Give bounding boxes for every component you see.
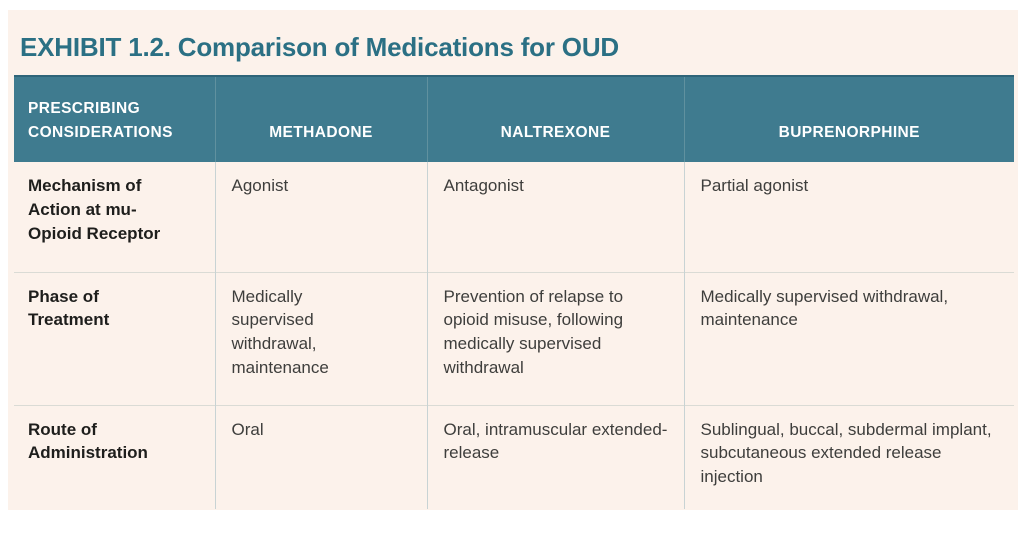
table-cell-mechanism-methadone: Agonist	[215, 162, 427, 272]
exhibit-title: EXHIBIT 1.2. Comparison of Medications for OUD	[20, 32, 619, 62]
row-header-route-of-administration: Route of Administration	[14, 405, 215, 509]
row-header-mechanism-of-action: Mechanism of Action at mu-Opioid Receptor	[14, 162, 215, 272]
table-row-mechanism-of-action	[14, 162, 1014, 272]
table-cell-route-naltrexone: Oral, intramuscular extended-release	[427, 405, 684, 509]
table-cell-mechanism-buprenorphine: Partial agonist	[684, 162, 1014, 272]
table-cell-phase-methadone: Medically supervised withdrawal, maintenance	[215, 272, 427, 405]
table-cell-mechanism-naltrexone: Antagonist	[427, 162, 684, 272]
row-header-phase-of-treatment: Phase of Treatment	[14, 272, 215, 405]
table-cell-route-methadone: Oral	[215, 405, 427, 509]
column-header-methadone: METHADONE	[215, 76, 427, 162]
table-cell-phase-naltrexone: Prevention of relapse to opioid misuse, following medically supervised withdrawal	[427, 272, 684, 405]
column-header-naltrexone: NALTREXONE	[427, 76, 684, 162]
table-row-phase-of-treatment	[14, 272, 1014, 405]
medication-comparison-table	[14, 75, 1014, 509]
column-header-prescribing-considerations: PRESCRIBING CONSIDERATIONS	[14, 76, 215, 162]
table-cell-phase-buprenorphine: Medically supervised withdrawal, maintenance	[684, 272, 1014, 405]
table-cell-route-buprenorphine: Sublingual, buccal, subdermal implant, subcutaneous extended release injection	[684, 405, 1014, 509]
table-row-route-of-administration	[14, 405, 1014, 509]
column-header-buprenorphine: BUPRENORPHINE	[684, 76, 1014, 162]
table-header-row	[14, 76, 1014, 162]
exhibit-panel	[8, 10, 1018, 510]
